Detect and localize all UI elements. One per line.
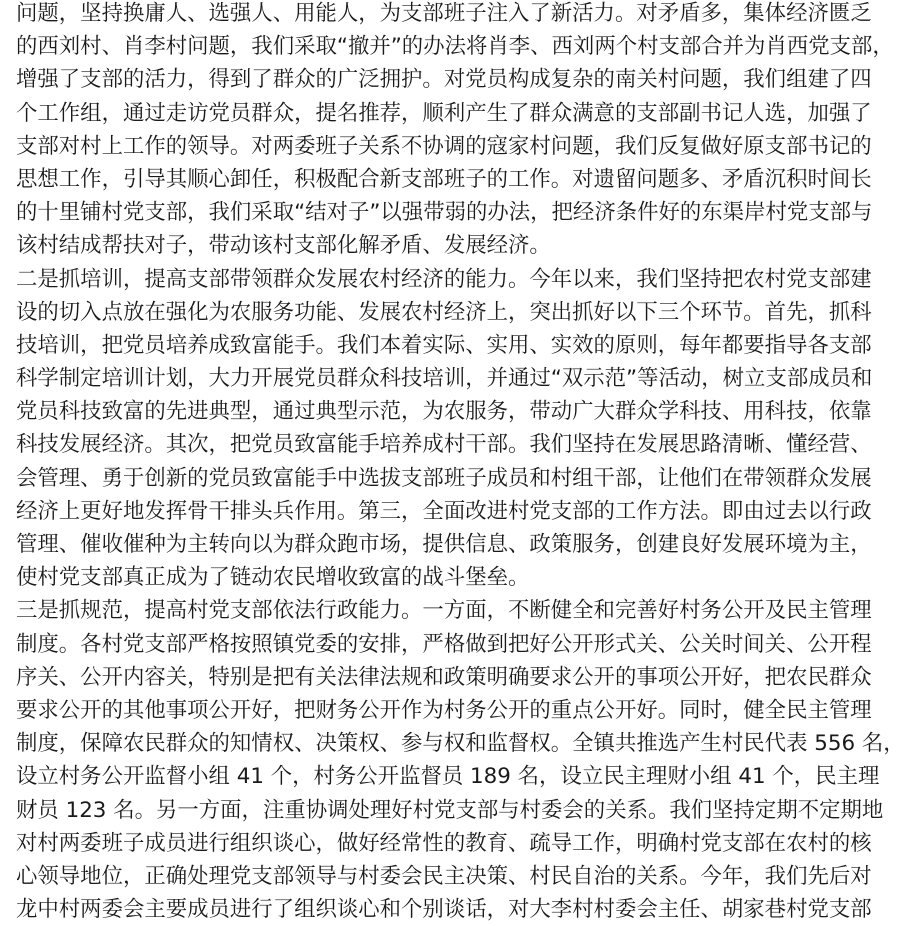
text-line: 设立村务公开监督小组 41 个，村务公开监督员 189 名，设立民主理财小组 41 个，民主理 [16,764,880,790]
text-line: 增强了支部的活力，得到了群众的广泛拥护。对党员构成复杂的南关村问题，我们组建了四 [16,67,872,93]
text-line: 对村两委班子成员进行组织谈心，做好经常性的教育、疏导工作，明确村党支部在农村的核 [16,830,872,856]
text-line: 制度。各村党支部严格按照镇党委的安排，严格做到把好公开形式关、公关时间关、公开程 [16,631,872,657]
document-body [16,0,905,926]
text-line: 思想工作，引导其顺心卸任，积极配合新支部班子的工作。对遗留问题多、矛盾沉积时间长 [16,166,872,192]
text-line: 使村党支部真正成为了链动农民增收致富的战斗堡垒。 [16,565,530,591]
text-line: 支部对村上工作的领导。对两委班子关系不协调的寇家村问题，我们反复做好原支部书记的 [16,133,872,159]
text-line: 制度，保障农民群众的知情权、决策权、参与权和监督权。全镇共推选产生村民代表 556 名， [16,731,905,757]
text-line: 科学制定培训计划，大力开展党员群众科技培训，并通过“双示范”等活动，树立支部成员和 [16,366,873,392]
text-line: 财员 123 名。另一方面，注重协调处理好村党支部与村委会的关系。我们坚持定期不定期地 [16,797,884,823]
text-line: 序关、公开内容关，特别是把有关法律法规和政策明确要求公开的事项公开好，把农民群众 [16,664,872,690]
text-line: 会管理、勇于创新的党员致富能手中选拔支部班子成员和村组干部，让他们在带领群众发展 [16,465,872,491]
text-line: 龙中村两委会主要成员进行了组织谈心和个别谈话，对大李村村委会主任、胡家巷村党支部 [16,897,872,923]
text-line: 的西刘村、肖李村问题，我们采取“撤并”的办法将肖李、西刘两个村支部合并为肖西党支部， [16,34,894,60]
text-line: 二是抓培训，提高支部带领群众发展农村经济的能力。今年以来，我们坚持把农村党支部建 [16,266,872,292]
text-line: 个工作组，通过走访党员群众，提名推荐，顺利产生了群众满意的支部副书记人选，加强了 [16,100,872,126]
text-line: 要求公开的其他事项公开好，把财务公开作为村务公开的重点公开好。同时，健全民主管理 [16,697,872,723]
text-line: 三是抓规范，提高村党支部依法行政能力。一方面，不断健全和完善好村务公开及民主管理 [16,598,872,624]
text-line: 技培训，把党员培养成致富能手。我们本着实际、实用、实效的原则，每年都要指导各支部 [16,332,872,358]
text-line: 党员科技致富的先进典型，通过典型示范，为农服务，带动广大群众学科技、用科技，依靠 [16,399,872,425]
text-line: 的十里铺村党支部，我们采取“结对子”以强带弱的办法，把经济条件好的东渠岸村党支部与 [16,200,873,226]
text-line: 问题，坚持换庸人、选强人、用能人，为支部班子注入了新活力。对矛盾多，集体经济匮乏 [16,1,872,26]
text-line: 科技发展经济。其次，把党员致富能手培养成村干部。我们坚持在发展思路清晰、懂经营、 [16,432,872,458]
text-line: 管理、催收催种为主转向以为群众跑市场，提供信息、政策服务，创建良好发展环境为主， [16,532,872,557]
text-line: 经济上更好地发挥骨干排头兵作用。第三，全面改进村党支部的工作方法。即由过去以行政 [16,498,872,524]
text-line: 心领导地位，正确处理党支部领导与村委会民主决策、村民自治的关系。今年，我们先后对 [16,863,872,889]
text-line: 该村结成帮扶对子，带动该村支部化解矛盾、发展经济。 [16,233,551,259]
text-line: 设的切入点放在强化为农服务功能、发展农村经济上，突出抓好以下三个环节。首先，抓科 [16,299,872,325]
